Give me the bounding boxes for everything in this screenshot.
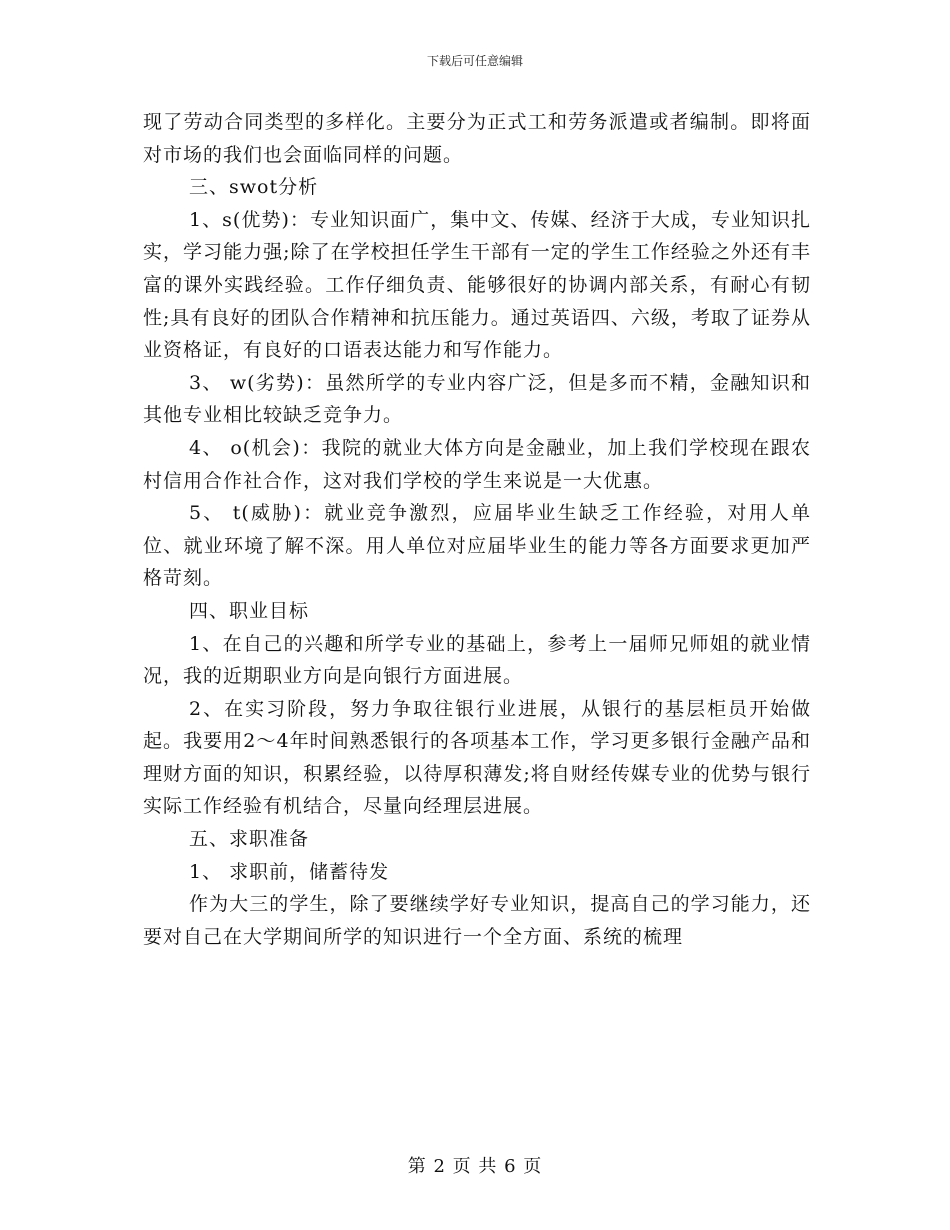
paragraph-strengths: 1、s(优势)：专业知识面广，集中文、传媒、经济于大成，专业知识扎实，学习能力强;除了在学校担任学生干部有一定的学生工作经验之外还有丰富的课外实践经验。工作仔细负责、能够很好的协调内部关系，有耐心有韧性;具有良好的团队合作精神和抗压能力。通过英语四、六级，考取了证券从业资格证，有良好的口语表达能力和写作能力。 xyxy=(143,208,811,362)
paragraph-opportunities: 4、 o(机会)：我院的就业大体方向是金融业，加上我们学校现在跟农村信用合作社合作，这对我们学校的学生来说是一大优惠。 xyxy=(143,436,811,492)
subheading-before-job-hunting: 1、 求职前，储蓄待发 xyxy=(189,860,390,883)
section-heading-job-preparation: 五、求职准备 xyxy=(189,828,310,851)
paragraph-weaknesses: 3、 w(劣势)：虽然所学的专业内容广泛，但是多而不精，金融知识和其他专业相比较缺乏竞争力。 xyxy=(143,371,811,427)
section-heading-swot: 三、swot分析 xyxy=(189,176,319,199)
page-header: 下载后可任意编辑 xyxy=(426,54,523,68)
page-footer: 第 2 页 共 6 页 xyxy=(407,1156,543,1177)
paragraph-continuation: 现了劳动合同类型的多样化。主要分为正式工和劳务派遣或者编制。即将面对市场的我们也会面临同样的问题。 xyxy=(143,111,811,166)
paragraph-goal-1: 1、在自己的兴趣和所学专业的基础上，参考上一届师兄师姐的就业情况，我的近期职业方向是向银行方面进展。 xyxy=(143,632,811,688)
paragraph-preparation: 作为大三的学生，除了要继续学好专业知识，提高自己的学习能力，还要对自己在大学期间所学的知识进行一个全方面、系统的梳理 xyxy=(143,893,811,948)
paragraph-threats: 5、 t(威胁)：就业竞争激烈，应届毕业生缺乏工作经验，对用人单位、就业环境了解不深。用人单位对应届毕业生的能力等各方面要求更加严格苛刻。 xyxy=(143,502,811,590)
paragraph-goal-2: 2、在实习阶段，努力争取往银行业进展，从银行的基层柜员开始做起。我要用2～4年时间熟悉银行的各项基本工作，学习更多银行金融产品和理财方面的知识，积累经验，以待厚积薄发;将自财经传媒专业的优势与银行实际工作经验有机结合，尽量向经理层进展。 xyxy=(143,697,811,818)
section-heading-career-goals: 四、职业目标 xyxy=(189,599,310,622)
document-body xyxy=(143,106,811,953)
